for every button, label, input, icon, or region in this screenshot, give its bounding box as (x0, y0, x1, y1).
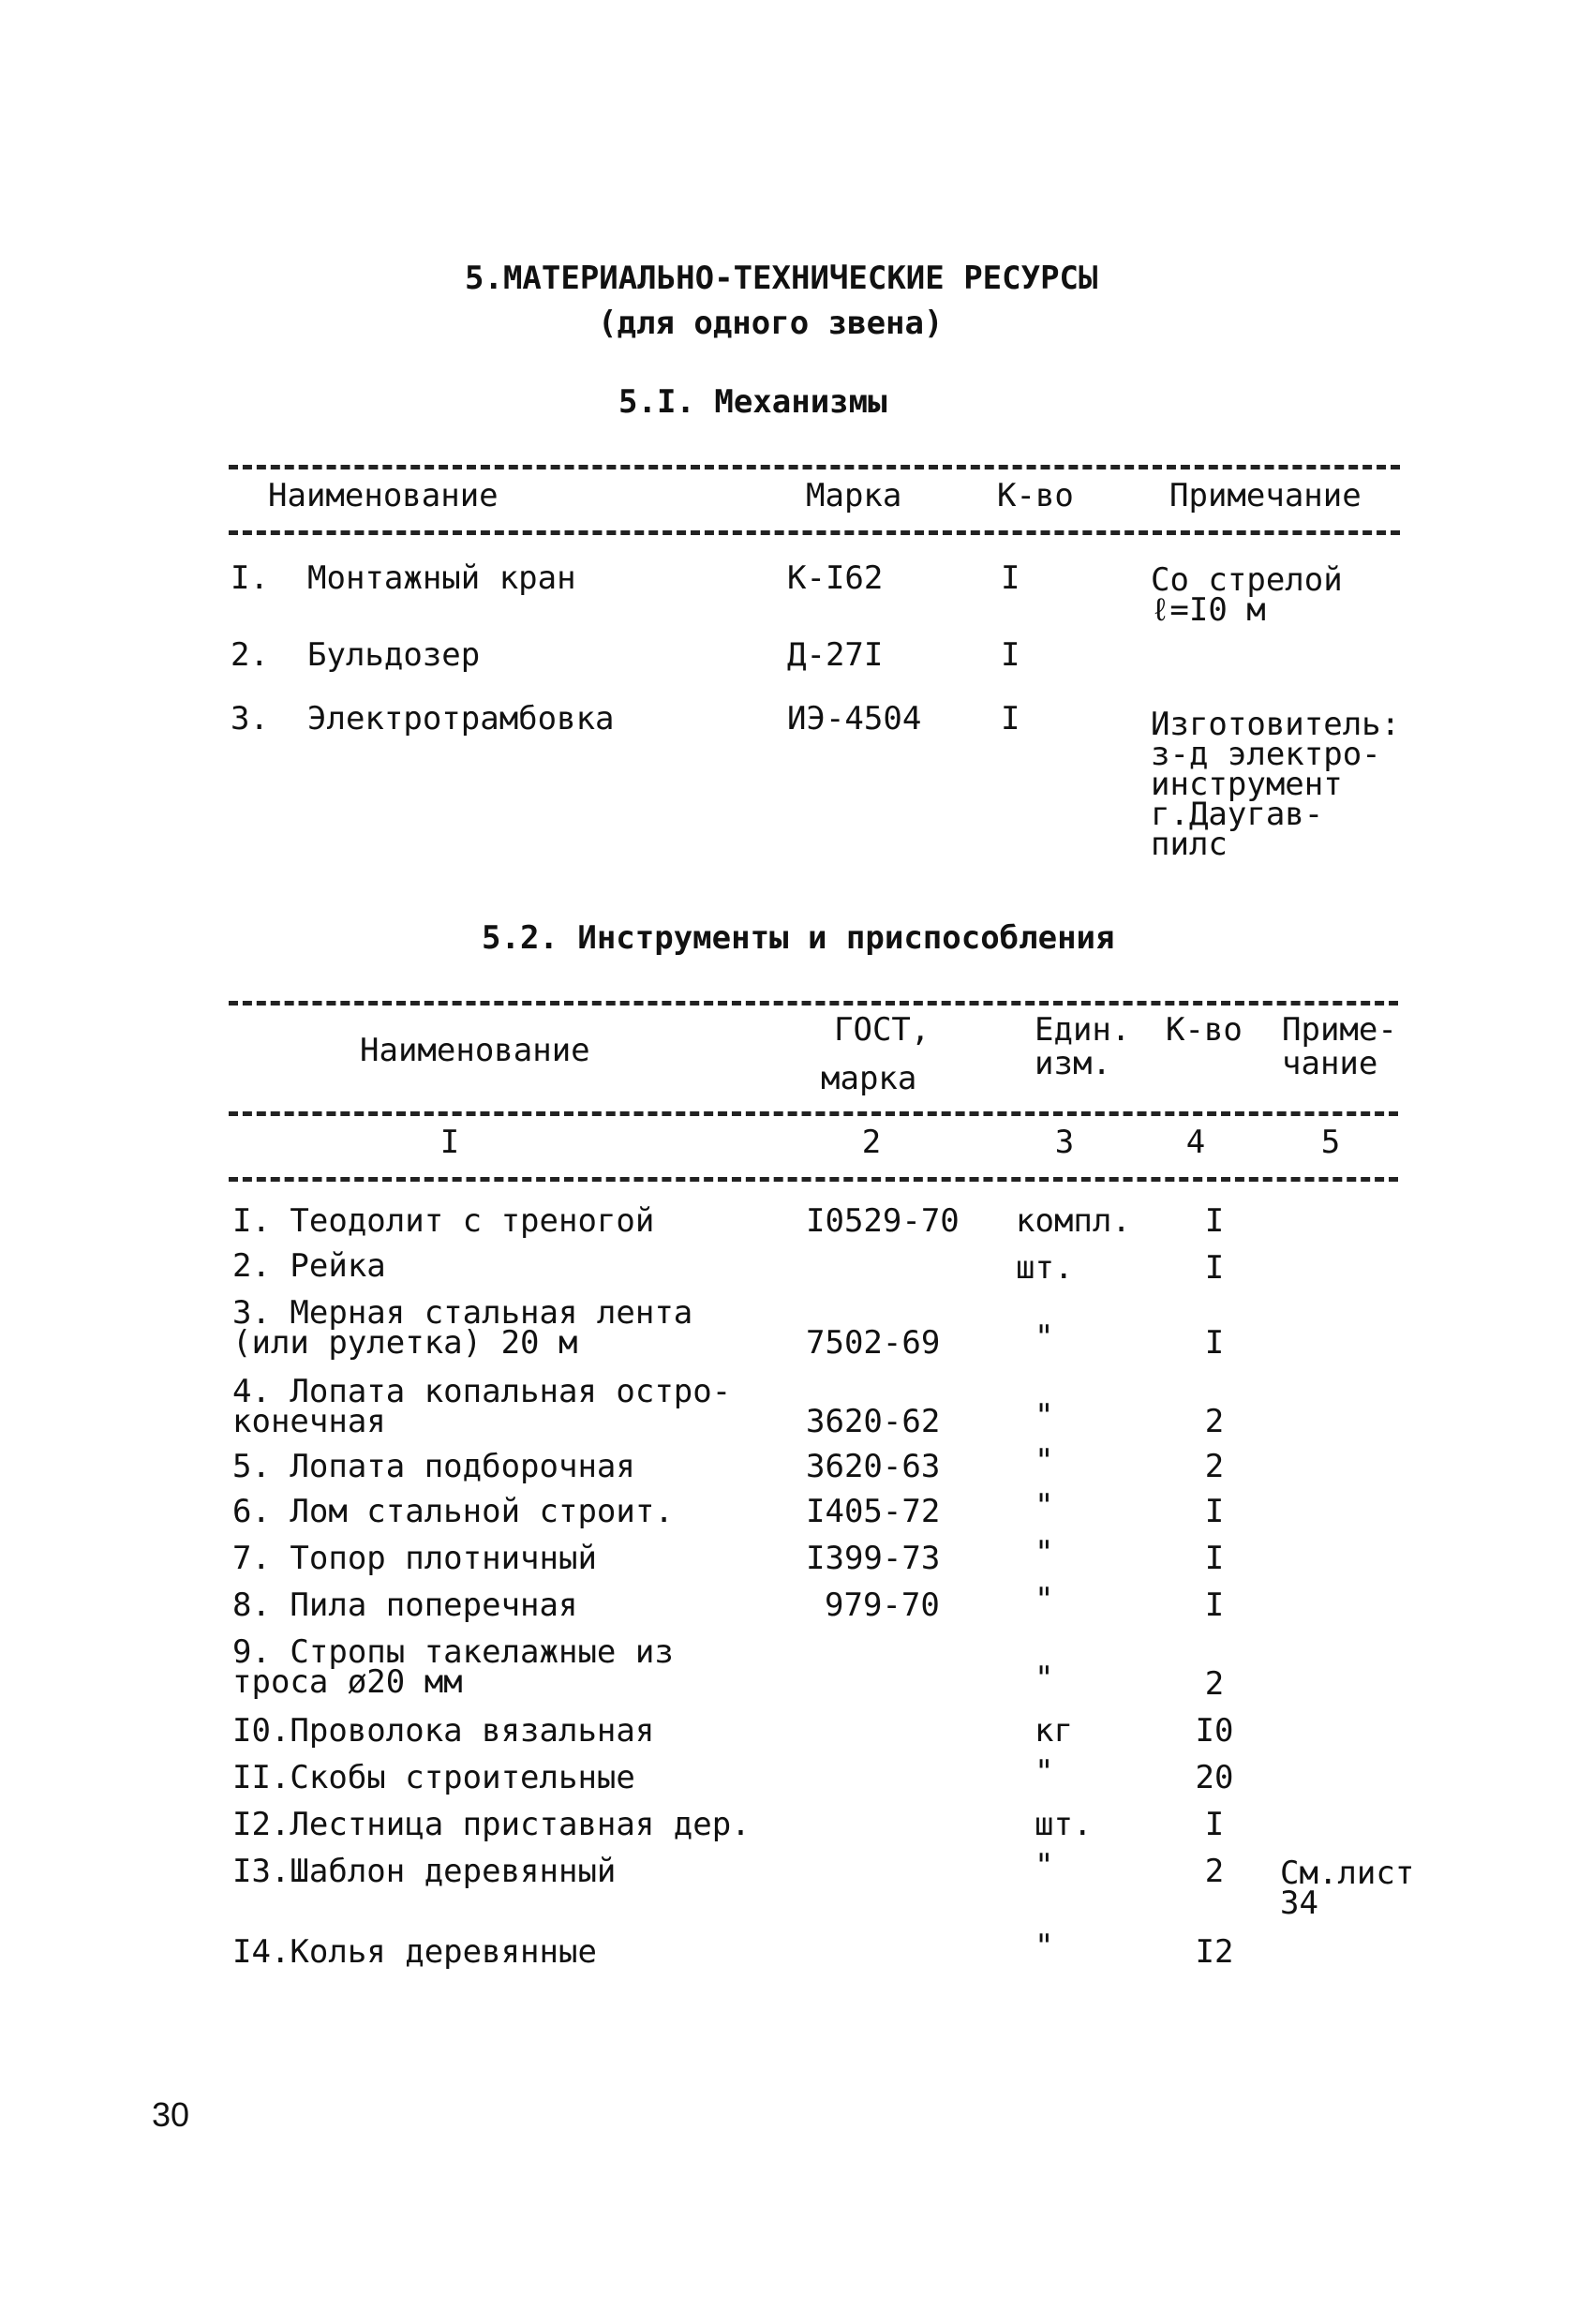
table2-row11-name: II.Скобы строительные (232, 1759, 635, 1796)
table2-colnum-2: 2 (861, 1124, 882, 1161)
table2-colnum-rule (229, 1177, 1398, 1182)
section-title: 5.МАТЕРИАЛЬНО-ТЕХНИЧЕСКИЕ РЕСУРСЫ (465, 260, 1098, 297)
table2-row3-gost: 7502-69 (806, 1324, 941, 1362)
table2-colnum-3: 3 (1054, 1124, 1075, 1161)
table2-row6-name: 6. Лом стальной строит. (232, 1493, 674, 1530)
table2-row2-name: 2. Рейка (232, 1247, 386, 1285)
table2-header-note-line2: чание (1282, 1045, 1378, 1082)
table2-colnum-5: 5 (1320, 1124, 1341, 1161)
table2-row13-note-line1: См.лист (1280, 1855, 1415, 1892)
page-number: 30 (152, 2095, 190, 2134)
table1-header-note: Примечание (1169, 477, 1362, 514)
table2-row7-gost: I399-73 (806, 1540, 941, 1577)
table2-row5-qty: 2 (1204, 1448, 1225, 1485)
table1-row3-note-line4: г.Даугав- (1151, 796, 1324, 833)
table2-row6-qty: I (1204, 1493, 1225, 1530)
table2-row14-unit: " (1035, 1928, 1054, 1965)
table2-colnum-1: I (439, 1124, 460, 1161)
table2-row8-qty: I (1204, 1587, 1225, 1624)
table2-row13-unit: " (1035, 1847, 1054, 1885)
table1-header-rule (229, 530, 1400, 535)
table2-row5-unit: " (1035, 1442, 1054, 1480)
table2-row10-name: I0.Проволока вязальная (232, 1712, 655, 1750)
table2-row6-unit: " (1035, 1487, 1054, 1525)
table2-row6-gost: I405-72 (806, 1493, 941, 1530)
table2-colnum-4: 4 (1185, 1124, 1206, 1161)
table1-row1-note-line1: Со стрелой (1151, 561, 1343, 599)
table2-top-rule (229, 1001, 1398, 1006)
table1-row1-qty: I (1001, 559, 1020, 597)
table2-row12-name: I2.Лестница приставная дер. (232, 1806, 751, 1843)
table2-row14-qty: I2 (1195, 1933, 1234, 1971)
table2-row8-unit: " (1035, 1581, 1054, 1618)
table1-header-mark: Марка (806, 477, 902, 514)
table2-row13-name: I3.Шаблон деревянный (232, 1853, 617, 1890)
table2-header-gost-line1: ГОСТ, (834, 1011, 930, 1049)
subsection-title-tools: 5.2. Инструменты и приспособления (482, 919, 1115, 957)
table2-row4-name-line1: 4. Лопата копальная остро- (232, 1373, 732, 1410)
table2-row4-gost: 3620-62 (806, 1403, 941, 1440)
table2-row1-name: I. Теодолит с треногой (232, 1202, 655, 1240)
table1-row1-mark: К-I62 (787, 559, 884, 597)
section-subtitle: (для одного звена) (598, 305, 944, 342)
table2-row7-unit: " (1035, 1534, 1054, 1572)
table2-row9-unit: " (1035, 1660, 1054, 1697)
table2-row4-unit: " (1035, 1397, 1054, 1435)
table1-row1-note-line2: ℓ=I0 м (1151, 591, 1266, 629)
table1-row2-name: Бульдозер (307, 636, 481, 674)
table2-row9-name-line2: троса ø20 мм (232, 1663, 463, 1701)
table1-row3-mark: ИЭ-4504 (787, 700, 922, 737)
table1-top-rule (229, 465, 1400, 469)
table2-row14-name: I4.Колья деревянные (232, 1933, 597, 1971)
table1-row3-name: Электротрамбовка (307, 700, 615, 737)
table2-row13-qty: 2 (1204, 1853, 1225, 1890)
table2-row5-gost: 3620-63 (806, 1448, 941, 1485)
table2-row4-qty: 2 (1204, 1403, 1225, 1440)
table2-row12-unit: шт. (1035, 1806, 1093, 1843)
table2-row3-unit: " (1035, 1318, 1054, 1356)
table2-row3-name-line2: (или рулетка) 20 м (232, 1324, 578, 1362)
table2-row10-qty: I0 (1195, 1712, 1234, 1750)
table2-row1-unit: компл. (1016, 1202, 1131, 1240)
table1-row3-note-line3: инструмент (1151, 766, 1343, 803)
table2-row11-qty: 20 (1195, 1759, 1234, 1796)
table2-row8-gost: 979-70 (825, 1587, 940, 1624)
table2-header-unit-line2: изм. (1035, 1045, 1111, 1082)
table2-row7-qty: I (1204, 1540, 1225, 1577)
table2-row4-name-line2: конечная (232, 1403, 386, 1440)
table1-row3-num: 3. (231, 700, 269, 737)
table2-row5-name: 5. Лопата подборочная (232, 1448, 635, 1485)
table1-row1-name: Монтажный кран (307, 559, 576, 597)
table2-row2-qty: I (1204, 1249, 1225, 1287)
table2-header-note-line1: Приме- (1282, 1011, 1397, 1049)
subsection-title-mechanisms: 5.I. Механизмы (618, 383, 887, 421)
table2-row10-unit: кг (1035, 1712, 1073, 1750)
table1-row2-num: 2. (231, 636, 269, 674)
table2-row7-name: 7. Топор плотничный (232, 1540, 597, 1577)
table2-header-rule (229, 1111, 1398, 1116)
table2-row9-name-line1: 9. Стропы такелажные из (232, 1633, 674, 1671)
table2-row12-qty: I (1204, 1806, 1225, 1843)
table2-row2-unit: шт. (1016, 1249, 1074, 1287)
table2-row1-qty: I (1204, 1202, 1225, 1240)
table1-row3-note-line2: з-д электро- (1151, 736, 1381, 773)
table1-header-qty: К-во (997, 477, 1074, 514)
table1-row3-note-line1: Изготовитель: (1151, 706, 1401, 743)
table1-row1-num: I. (231, 559, 269, 597)
table2-header-gost-line2: марка (821, 1060, 917, 1097)
table2-row3-qty: I (1204, 1324, 1225, 1362)
table2-header-unit-line1: Един. (1035, 1011, 1131, 1049)
table1-row2-qty: I (1001, 636, 1020, 674)
table1-header-name: Наименование (268, 477, 499, 514)
table2-row13-note-line2: 34 (1280, 1885, 1318, 1922)
table2-header-qty: К-во (1166, 1011, 1243, 1049)
table1-row3-note-line5: пилс (1151, 826, 1228, 863)
table2-row8-name: 8. Пила поперечная (232, 1587, 578, 1624)
table2-row9-qty: 2 (1204, 1665, 1225, 1703)
table2-row11-unit: " (1035, 1753, 1054, 1791)
table2-row3-name-line1: 3. Мерная стальная лента (232, 1294, 693, 1332)
table2-row1-gost: I0529-70 (806, 1202, 960, 1240)
table1-row3-qty: I (1001, 700, 1020, 737)
table1-row2-mark: Д-27I (787, 636, 884, 674)
table2-header-name: Наименование (360, 1032, 590, 1069)
